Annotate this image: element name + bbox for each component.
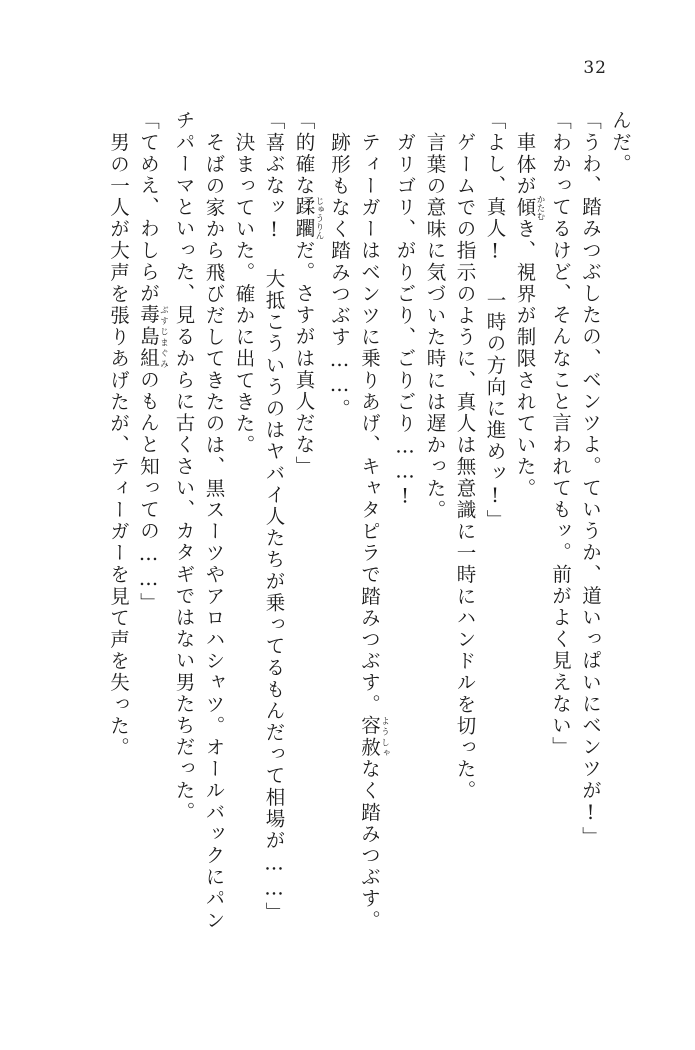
text-line: 「喜ぶなッ! 大抵こういうのはヤバイ人たちが乗ってるもんだって相場が……」 [262,110,286,924]
text-line: チパーマといった、見るからに古くさい、カタギではない男たちだった。 [172,110,196,823]
text-line: んだ。 [609,110,632,175]
text-line: 決まっていた。確かに出てきた。 [232,132,256,456]
vertical-text-body [45,110,635,940]
text-line: 「うわ、踏みつぶしたの、ベンツよ。ていうか、道いっぱいにベンツが!」 [579,110,602,848]
text-line: 「てめえ、わしらが毒島組ぶすじまぐみのもんと知っての……」 [137,110,169,614]
page-number: 32 [583,58,607,78]
text-line: 男の一人が大声を張りあげたが、ティーガーを見て声を失った。 [107,132,130,759]
text-line: ガリゴリ、がりごり、ごりごり……! [393,132,417,510]
text-line: そばの家から飛びだしてきたのは、黒スーツやアロハシャツ。オールバックにパン [202,132,226,932]
text-line: 「わかってるけど、そんなこと言われてもッ。前がよく見えない」 [549,110,572,758]
text-line: 車体が傾かたむき、視界が制限されていた。 [513,132,545,500]
text-line: 跡形もなく踏みつぶす……。 [328,132,351,420]
text-line: ゲームでの指示のように、真人は無意識に一時にハンドルを切った。 [453,132,477,802]
text-line: 「的確な蹂躙じゅうりんだ。さすがは真人だな」 [292,110,324,478]
text-line: 言葉の意味に気づいた時には遅かった。 [423,132,447,521]
text-line: ティーガーはベンツに乗りあげ、キャタピラで踏みつぶす。容赦ようしゃなく踏みつぶす。 [358,132,390,932]
text-line: 「よし、真人! 一時の方向に進めッ!」 [483,110,507,531]
